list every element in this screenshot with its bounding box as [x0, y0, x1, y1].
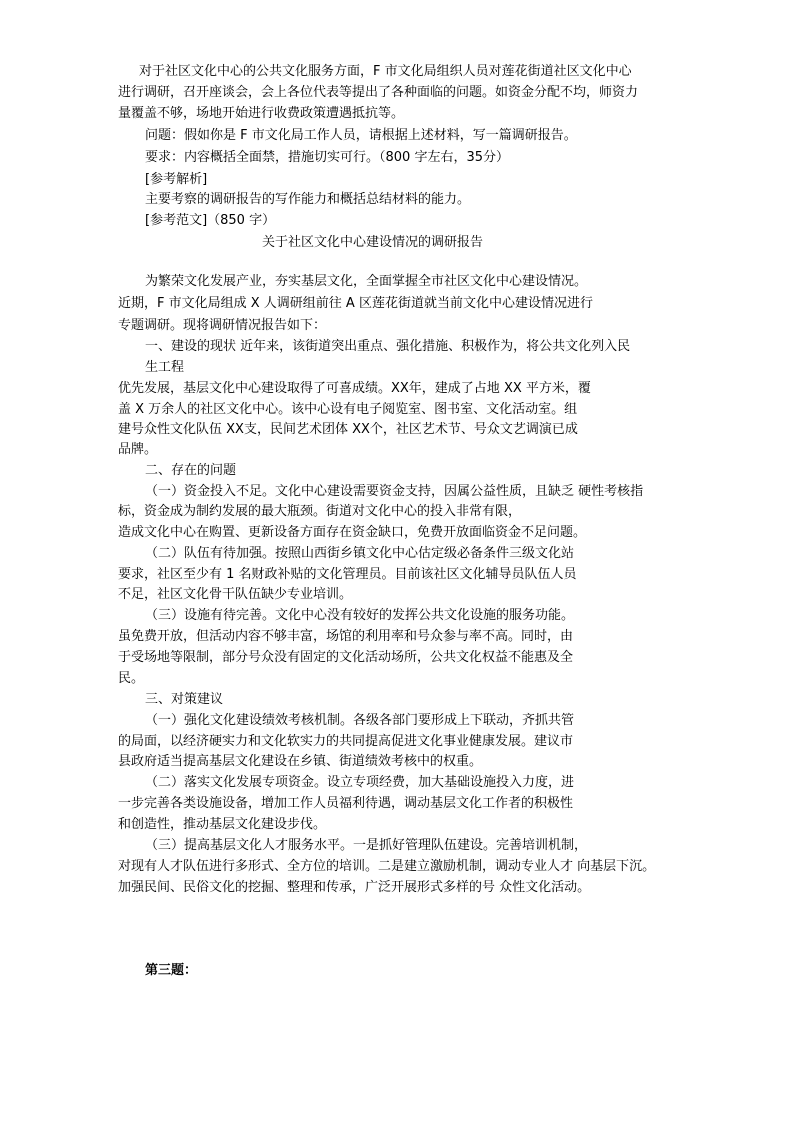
report-line: 专题调研。现将调研情况报告如下： — [118, 318, 327, 333]
intro-line-2: 进行调研，召开座谈会，会上各位代表等提出了各种面临的问题。如资金分配不均，师资力 — [118, 85, 639, 100]
intro-line-1: 对于社区文化中心的公共文化服务方面，F 市文化局组织人员对莲花街道社区文化中心 — [139, 64, 632, 79]
report-line: （三）设施有待完善。文化中心没有较好的发挥公共文化设施的服务功能。 — [145, 608, 575, 623]
report-line: （一）强化文化建设绩效考核机制。各级各部门要形成上下联动，齐抓共管 — [145, 713, 575, 728]
report-line: 优先发展，基层文化中心建设取得了可喜成绩。XX年，建成了占地 XX 平方米，覆 — [118, 381, 591, 396]
report-title: 关于社区文化中心建设情况的调研报告 — [262, 235, 484, 250]
report-line: （三）提高基层文化人才服务水平。一是抓好管理队伍建设。完善培训机制， — [145, 838, 588, 853]
next-question-label: 第三题： — [145, 963, 198, 978]
analysis-text: 主要考察的调研报告的写作能力和概括总结材料的能力。 — [145, 192, 471, 207]
report-line: 于受场地等限制，部分号众没有固定的文化活动场所，公共文化权益不能惠及全 — [118, 650, 574, 665]
section-heading-problems: 二、存在的问题 — [145, 463, 237, 478]
report-line: 生工程 — [145, 360, 185, 375]
report-line: 品牌。 — [118, 442, 158, 457]
report-line: 对现有人才队伍进行多形式、全方位的培训。二是建立激励机制，调动专业人才 向基层下沉。 — [118, 859, 656, 874]
report-line: 盖 X 万余人的社区文化中心。该中心设有电子阅览室、图书室、文化活动室。组 — [118, 402, 578, 417]
report-line: 加强民间、民俗文化的挖掘、整理和传承，广泛开展形式多样的号 众性文化活动。 — [118, 880, 591, 895]
report-line: （一）资金投入不足。文化中心建设需要资金支持，因属公益性质，且缺乏 硬性考核指 — [145, 484, 644, 499]
report-line: 建号众性文化队伍 XX支，民间艺术团体 XX个，社区艺术节、号众文艺调演已成 — [118, 422, 578, 437]
requirement-text: 要求：内容概括全面禁，措施切实可行。（800 字左右，35分） — [145, 150, 509, 165]
report-line: 民。 — [118, 671, 145, 686]
intro-line-3: 量覆盖不够，场地开始进行收费政策遭遇抵抗等。 — [118, 106, 405, 121]
report-line: 不足，社区文化骨干队伍缺少专业培训。 — [118, 587, 353, 602]
section-heading-status: 一、建设的现状 近年来，该街道突出重点、强化措施、积极作为，将公共文化列入民 — [145, 339, 631, 354]
report-line: 近期，F 市文化局组成 X 人调研组前往 A 区莲花街道就当前文化中心建设情况进行 — [118, 296, 593, 311]
analysis-label: [参考解析] — [145, 172, 208, 187]
report-line: 和创造性，推动基层文化建设步伐。 — [118, 817, 327, 832]
report-line: 为繁荣文化发展产业，夯实基层文化，全面掌握全市社区文化中心建设情况。 — [145, 274, 588, 289]
report-line: 造成文化中心在购置、更新设备方面存在资金缺口，免费开放面临资金不足问题。 — [118, 525, 587, 540]
report-line: 要求，社区至少有 1 名财政补贴的文化管理员。目前该社区文化辅导员队伍人员 — [118, 567, 577, 582]
report-line: 县政府适当提高基层文化建设在乡镇、街道绩效考核中的权重。 — [118, 754, 483, 769]
report-line: （二）落实文化发展专项资金。设立专项经费，加大基础设施投入力度，进 — [145, 775, 575, 790]
question-text: 问题：假如你是 F 市文化局工作人员，请根据上述材料，写一篇调研报告。 — [145, 128, 577, 143]
report-line: （二）队伍有待加强。按照山西街乡镇文化中心估定级必备条件三级文化站 — [145, 546, 575, 561]
report-line: 标，资金成为制约发展的最大瓶颈。街道对文化中心的投入非常有限， — [118, 504, 522, 519]
sample-label: [参考范文]（850 字） — [145, 213, 276, 228]
report-line: 一步完善各类设施设备，增加工作人员福利待遇，调动基层文化工作者的积极性 — [118, 796, 574, 811]
report-line: 的局面，以经济硬实力和文化软实力的共同提高促进文化事业健康发展。建议市 — [118, 734, 574, 749]
report-line: 虽免费开放，但活动内容不够丰富，场馆的利用率和号众参与率不高。同时，由 — [118, 629, 574, 644]
section-heading-suggestions: 三、对策建议 — [145, 692, 224, 707]
